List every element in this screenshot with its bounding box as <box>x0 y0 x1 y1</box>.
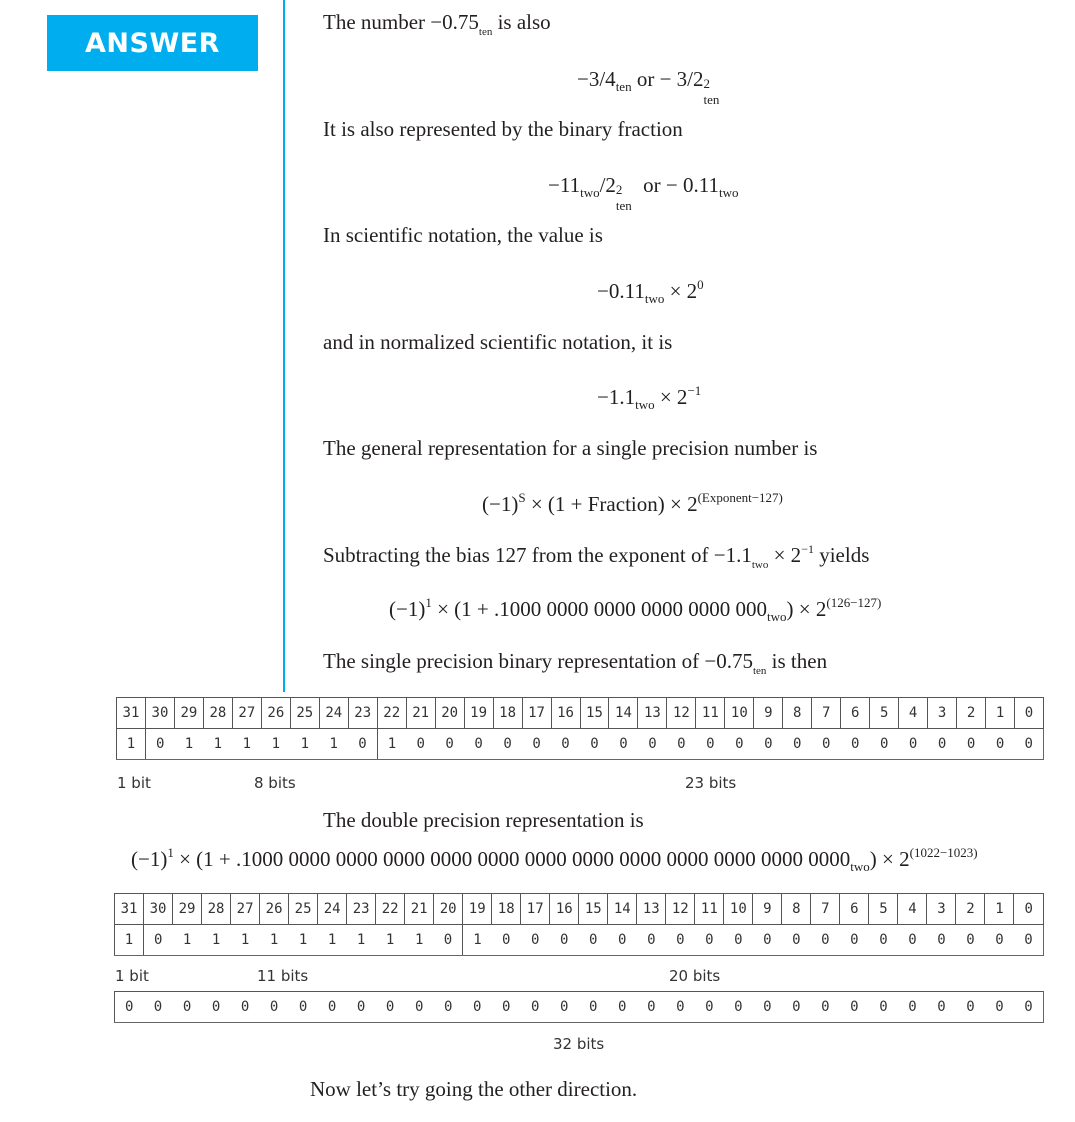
bit-cell: 0 <box>927 925 956 956</box>
bit-cell: 0 <box>783 729 812 760</box>
bit-cell: 0 <box>318 992 347 1023</box>
bit-cell: 5 <box>869 894 898 925</box>
bit-cell: 1 <box>319 729 348 760</box>
bit-cell: 1 <box>289 925 318 956</box>
bit-cell: 0 <box>957 729 986 760</box>
bit-cell: 28 <box>203 698 232 729</box>
bit-cell: 24 <box>318 894 347 925</box>
bit-value-row <box>115 925 1044 956</box>
field-label-sign: 1 bit <box>117 774 151 792</box>
subscript: two <box>635 397 655 412</box>
math: /2 <box>599 173 616 197</box>
bit-index-row <box>115 894 1044 925</box>
subscript: two <box>850 859 870 874</box>
bit-cell: 8 <box>782 894 811 925</box>
bit-cell: 0 <box>927 992 956 1023</box>
math: ) × 2 <box>869 847 910 871</box>
bit-cell: 17 <box>522 698 551 729</box>
bit-cell: 15 <box>579 894 608 925</box>
bit-cell: 0 <box>521 992 550 1023</box>
bit-cell: 6 <box>840 894 869 925</box>
bit-cell: 0 <box>1015 698 1044 729</box>
superscript: 0 <box>697 277 704 292</box>
text: The single precision binary representation of −0.75 <box>323 649 753 673</box>
bit-cell: 15 <box>580 698 609 729</box>
bit-cell: 0 <box>260 992 289 1023</box>
field-label-sign: 1 bit <box>115 967 149 985</box>
bit-cell: 0 <box>1014 925 1044 956</box>
superscript: −1 <box>687 383 702 398</box>
math: −11 <box>548 173 581 197</box>
equation-general <box>482 492 783 517</box>
bit-cell: 0 <box>782 992 811 1023</box>
bit-cell: 0 <box>638 729 667 760</box>
field-label-fraction: 20 bits <box>669 967 721 985</box>
bit-cell: 4 <box>899 698 928 729</box>
bit-cell: 29 <box>174 698 203 729</box>
bit-cell: 12 <box>667 698 696 729</box>
superscript: (1022−1023) <box>909 845 978 860</box>
bit-cell: 0 <box>667 729 696 760</box>
bit-cell: 10 <box>725 698 754 729</box>
bit-cell: 0 <box>580 729 609 760</box>
bit-cell: 23 <box>347 894 376 925</box>
bit-cell: 0 <box>696 729 725 760</box>
bit-cell: 19 <box>463 894 492 925</box>
text: The number −0.75 <box>323 10 479 34</box>
superscript: (126−127) <box>826 595 882 610</box>
superscript: −1 <box>801 542 814 556</box>
bit-cell: 0 <box>666 925 695 956</box>
paragraph-closing: Now let’s try going the other direction. <box>310 1077 638 1101</box>
subscript: two <box>580 185 600 200</box>
bit-cell: 0 <box>870 729 899 760</box>
bit-cell: 1 <box>376 925 405 956</box>
subscript: two <box>718 185 739 200</box>
paragraph-normalized: and in normalized scientific notation, it is <box>323 330 673 354</box>
bit-cell: 21 <box>406 698 435 729</box>
bit-cell: 0 <box>464 729 493 760</box>
bit-cell: 1 <box>347 925 376 956</box>
bit-cell: 11 <box>696 698 725 729</box>
bit-cell: 1 <box>232 729 261 760</box>
math: (−1) <box>131 847 168 871</box>
bit-cell: 28 <box>202 894 231 925</box>
bit-cell: 10 <box>724 894 753 925</box>
bit-cell: 1 <box>377 729 406 760</box>
paragraph-scientific: In scientific notation, the value is <box>323 223 603 247</box>
bit-cell: 18 <box>492 894 521 925</box>
bit-cell: 1 <box>260 925 289 956</box>
math: −1.1 <box>597 385 636 409</box>
bit-cell: 0 <box>898 925 927 956</box>
paragraph-intro <box>323 10 551 38</box>
bit-cell: 31 <box>117 698 146 729</box>
equation-binary-fraction: $-11_{two}/2$ 2 ten or − $0.11_{two}$ <box>548 173 739 213</box>
field-label-exponent: 8 bits <box>254 774 296 792</box>
bit-cell: 0 <box>405 992 434 1023</box>
equation-double <box>131 847 978 872</box>
bit-cell: 31 <box>115 894 144 925</box>
bit-cell: 1 <box>261 729 290 760</box>
bit-cell: 13 <box>638 698 667 729</box>
double-precision-bit-table <box>114 893 1044 956</box>
bit-cell: 1 <box>986 698 1015 729</box>
bit-cell: 13 <box>637 894 666 925</box>
math: × 2 <box>664 279 698 303</box>
bit-cell: 1 <box>173 925 202 956</box>
bit-cell: 26 <box>261 698 290 729</box>
superscript: 1 <box>425 595 432 610</box>
single-precision-bit-table <box>116 697 1044 760</box>
math: × (1 + Fraction) × 2 <box>525 492 698 516</box>
text: is also <box>492 10 551 34</box>
bit-cell: 1 <box>117 729 146 760</box>
bit-cell: 0 <box>899 729 928 760</box>
bit-cell: 22 <box>377 698 406 729</box>
bit-cell: 16 <box>550 894 579 925</box>
margin-rule <box>283 0 285 692</box>
bit-cell: 2 <box>957 698 986 729</box>
field-label-low-word: 32 bits <box>553 1035 605 1053</box>
double-precision-low-word-table <box>114 991 1044 1023</box>
bit-cell: 0 <box>985 925 1014 956</box>
field-label-fraction: 23 bits <box>685 774 737 792</box>
bit-cell: 0 <box>173 992 202 1023</box>
equation-normalized <box>597 385 701 410</box>
bit-cell: 4 <box>898 894 927 925</box>
bit-cell: 0 <box>463 992 492 1023</box>
bit-cell: 25 <box>290 698 319 729</box>
math: × (1 + .1000 0000 0000 0000 0000 000 <box>431 597 768 621</box>
bit-cell: 12 <box>666 894 695 925</box>
bit-cell: 0 <box>956 992 985 1023</box>
text: × 2 <box>768 543 802 567</box>
bit-cell: 0 <box>231 992 260 1023</box>
bit-cell: 0 <box>348 729 377 760</box>
bit-cell: 0 <box>144 925 173 956</box>
equation-scientific <box>597 279 704 304</box>
bit-cell: 0 <box>695 925 724 956</box>
bit-cell: 0 <box>550 925 579 956</box>
bit-cell: 0 <box>492 992 521 1023</box>
math: × 2 <box>654 385 688 409</box>
bit-cell: 1 <box>203 729 232 760</box>
field-label-exponent: 11 bits <box>257 967 309 985</box>
bit-cell: 0 <box>434 925 463 956</box>
bit-cell: 0 <box>434 992 463 1023</box>
bit-cell: 0 <box>754 729 783 760</box>
bit-cell: 0 <box>724 992 753 1023</box>
bit-cell: 27 <box>231 894 260 925</box>
bit-cell: 0 <box>579 925 608 956</box>
text: Subtracting the bias 127 from the exponent of −1.1 <box>323 543 752 567</box>
math: −3/4 <box>577 67 616 91</box>
paragraph-double: The double precision representation is <box>323 808 644 832</box>
bit-cell: 3 <box>928 698 957 729</box>
bit-cell: 0 <box>609 729 638 760</box>
bit-cell: 3 <box>927 894 956 925</box>
bit-cell: 21 <box>405 894 434 925</box>
bit-cell: 14 <box>609 698 638 729</box>
bit-cell: 6 <box>841 698 870 729</box>
bit-cell: 0 <box>521 925 550 956</box>
bit-cell: 0 <box>811 992 840 1023</box>
bit-cell: 1 <box>231 925 260 956</box>
bit-cell: 11 <box>695 894 724 925</box>
bit-cell: 1 <box>202 925 231 956</box>
bit-cell: 29 <box>173 894 202 925</box>
bit-cell: 0 <box>637 925 666 956</box>
bit-cell: 1 <box>115 925 144 956</box>
bit-cell: 1 <box>290 729 319 760</box>
bit-cell: 0 <box>522 729 551 760</box>
paragraph-single-binary <box>323 649 828 677</box>
paragraph-binary-fraction: It is also represented by the binary fraction <box>323 117 683 141</box>
bit-cell: 26 <box>260 894 289 925</box>
bit-cell: 0 <box>347 992 376 1023</box>
bit-cell: 7 <box>812 698 841 729</box>
bit-cell: 16 <box>551 698 580 729</box>
bit-cell: 0 <box>666 992 695 1023</box>
bit-cell: 19 <box>464 698 493 729</box>
answer-label: ANSWER <box>85 27 220 59</box>
bit-cell: 0 <box>493 729 522 760</box>
bit-cell: 0 <box>724 925 753 956</box>
bit-cell: 0 <box>550 992 579 1023</box>
bit-cell: 0 <box>289 992 318 1023</box>
bit-cell: 20 <box>435 698 464 729</box>
math: or − 0.11 <box>637 173 719 197</box>
bit-index-row <box>117 698 1044 729</box>
bit-cell: 0 <box>725 729 754 760</box>
bit-cell: 0 <box>1014 894 1044 925</box>
bit-cell: 0 <box>637 992 666 1023</box>
bit-cell: 0 <box>695 992 724 1023</box>
bit-cell: 30 <box>145 698 174 729</box>
bit-cell: 22 <box>376 894 405 925</box>
superscript: (Exponent−127) <box>697 490 783 505</box>
bit-cell: 0 <box>986 729 1015 760</box>
bit-cell: 0 <box>840 992 869 1023</box>
bit-cell: 0 <box>841 729 870 760</box>
bit-cell: 7 <box>811 894 840 925</box>
bit-cell: 0 <box>898 992 927 1023</box>
bit-cell: 1 <box>985 894 1014 925</box>
bit-cell: 0 <box>869 925 898 956</box>
bit-cell: 0 <box>608 925 637 956</box>
bit-cell: 0 <box>406 729 435 760</box>
bit-cell: 20 <box>434 894 463 925</box>
bit-cell: 0 <box>985 992 1014 1023</box>
math: or − 3/2 <box>631 67 704 91</box>
bit-cell: 2 <box>956 894 985 925</box>
bit-cell: 0 <box>753 925 782 956</box>
bit-cell: 0 <box>202 992 231 1023</box>
equation-fraction: $-3/4_{ten}$ or − 3/2 2 ten <box>577 67 720 107</box>
math: −0.11 <box>597 279 645 303</box>
bit-cell: 0 <box>956 925 985 956</box>
bit-cell: 1 <box>405 925 434 956</box>
bit-cell: 0 <box>376 992 405 1023</box>
bit-cell: 14 <box>608 894 637 925</box>
bit-cell: 9 <box>754 698 783 729</box>
bit-cell: 0 <box>840 925 869 956</box>
equation-single-biased <box>389 597 881 622</box>
subscript: ten <box>478 26 493 38</box>
text: is then <box>766 649 828 673</box>
bit-cell: 0 <box>928 729 957 760</box>
superscript: 1 <box>167 845 174 860</box>
bit-cell: 0 <box>812 729 841 760</box>
bit-cell: 9 <box>753 894 782 925</box>
bit-cell: 0 <box>753 992 782 1023</box>
bit-cell: 0 <box>144 992 173 1023</box>
bit-cell: 17 <box>521 894 550 925</box>
math: (−1) <box>389 597 426 621</box>
bit-cell: 0 <box>115 992 144 1023</box>
bit-value-row <box>117 729 1044 760</box>
bit-cell: 1 <box>463 925 492 956</box>
bit-value-row <box>115 992 1044 1023</box>
math: (−1) <box>482 492 519 516</box>
bit-cell: 24 <box>319 698 348 729</box>
bit-cell: 0 <box>1014 992 1044 1023</box>
answer-badge <box>47 15 258 71</box>
bit-cell: 25 <box>289 894 318 925</box>
subscript: two <box>751 559 769 571</box>
subscript: two <box>767 609 787 624</box>
superscript: S <box>518 490 526 505</box>
bit-cell: 0 <box>608 992 637 1023</box>
bit-cell: 0 <box>551 729 580 760</box>
subscript: ten <box>752 665 767 677</box>
bit-cell: 0 <box>145 729 174 760</box>
subscript: two <box>644 291 665 306</box>
math: × (1 + .1000 0000 0000 0000 0000 0000 0000 0000 0000 0000 0000 0000 0000 <box>173 847 851 871</box>
paragraph-bias <box>323 542 870 571</box>
bit-cell: 27 <box>232 698 261 729</box>
bit-cell: 0 <box>1015 729 1044 760</box>
paragraph-general: The general representation for a single precision number is <box>323 436 818 460</box>
bit-cell: 18 <box>493 698 522 729</box>
bit-cell: 0 <box>811 925 840 956</box>
math: ) × 2 <box>786 597 827 621</box>
bit-cell: 0 <box>869 992 898 1023</box>
bit-cell: 0 <box>435 729 464 760</box>
bit-cell: 5 <box>870 698 899 729</box>
bit-cell: 0 <box>579 992 608 1023</box>
text: yields <box>813 543 870 567</box>
bit-cell: 1 <box>174 729 203 760</box>
bit-cell: 0 <box>492 925 521 956</box>
bit-cell: 1 <box>318 925 347 956</box>
bit-cell: 30 <box>144 894 173 925</box>
bit-cell: 8 <box>783 698 812 729</box>
bit-cell: 23 <box>348 698 377 729</box>
subscript: ten <box>615 79 632 94</box>
bit-cell: 0 <box>782 925 811 956</box>
